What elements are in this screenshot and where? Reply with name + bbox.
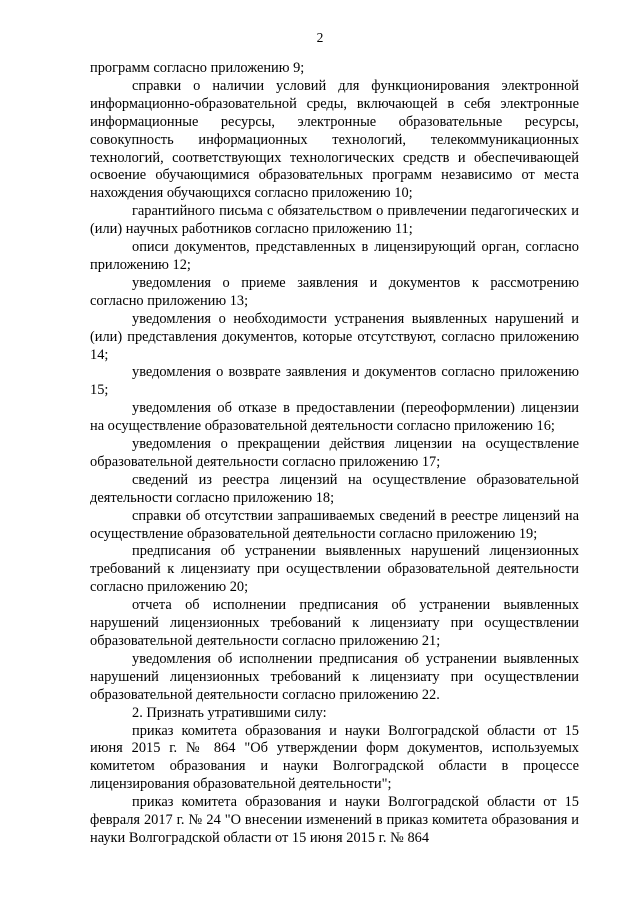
list-item-paragraph: уведомления об исполнении предписания об устранении выявленных нарушений лицензионных требований к лицензиату при осуществлении образовательной деятельности согласно приложению 22.: [90, 650, 579, 703]
list-item-paragraph: уведомления об отказе в предоставлении (переоформлении) лицензии на осуществление образовательной деятельности согласно приложению 16;: [90, 400, 579, 435]
paragraph-continuation: программ согласно приложению 9;: [90, 60, 305, 76]
list-item-paragraph: уведомления о прекращении действия лицензии на осуществление образовательной деятельности согласно приложению 17;: [90, 436, 579, 470]
list-item-paragraph: гарантийного письма с обязательством о привлечении педагогических и (или) научных работников согласно приложению 11;: [90, 203, 579, 238]
document-body: [90, 60, 579, 848]
list-item-paragraph: описи документов, представленных в лицензирующий орган, согласно приложению 12;: [90, 239, 579, 273]
list-item-paragraph: приказ комитета образования и науки Волгоградской области от 15 июня 2015 г. № 864 "Об утверждении форм документов, используемых комитетом образования и науки Волгоградской области в процессе лицензирования образовательной деятельности";: [90, 722, 579, 793]
list-item-paragraph: приказ комитета образования и науки Волгоградской области от 15 февраля 2017 г. № 24 "О внесении изменений в приказ комитета образования и науки Волгоградской области от 15 июня 2015 г. № 864: [90, 794, 579, 846]
list-item-paragraph: уведомления о приеме заявления и документов к рассмотрению согласно приложению 13;: [90, 274, 579, 309]
list-item-paragraph: отчета об исполнении предписания об устранении выявленных нарушений лицензионных требований к лицензиату при осуществлении образовательной деятельности согласно приложению 21;: [90, 597, 579, 649]
list-item-paragraph: уведомления о возврате заявления и документов согласно приложению 15;: [90, 364, 579, 399]
section-heading-paragraph: 2. Признать утратившими силу:: [132, 704, 327, 721]
list-item-paragraph: справки о наличии условий для функционирования электронной информационно-образовательной среды, включающей в себя электронные информационные ресурсы, электронные образовательные ресурсы, совокупность информационных технологий, телекоммуникационных технологий, соответствующих технологических средств и обеспечивающей освоение обучающимися образовательных программ независимо от места нахождения обучающихся согласно приложению 10;: [90, 77, 579, 202]
list-item-paragraph: уведомления о необходимости устранения выявленных нарушений и (или) представления документов, которые отсутствуют, согласно приложению 14;: [90, 310, 579, 363]
list-item-paragraph: предписания об устранении выявленных нарушений лицензионных требований к лицензиату при осуществлении образовательной деятельности согласно приложению 20;: [90, 543, 579, 596]
list-item-paragraph: сведений из реестра лицензий на осуществление образовательной деятельности согласно приложению 18;: [90, 471, 579, 506]
list-item-paragraph: справки об отсутствии запрашиваемых сведений в реестре лицензий на осуществление образовательной деятельности согласно приложению 19;: [90, 507, 579, 542]
page-number: 2: [316, 30, 324, 45]
